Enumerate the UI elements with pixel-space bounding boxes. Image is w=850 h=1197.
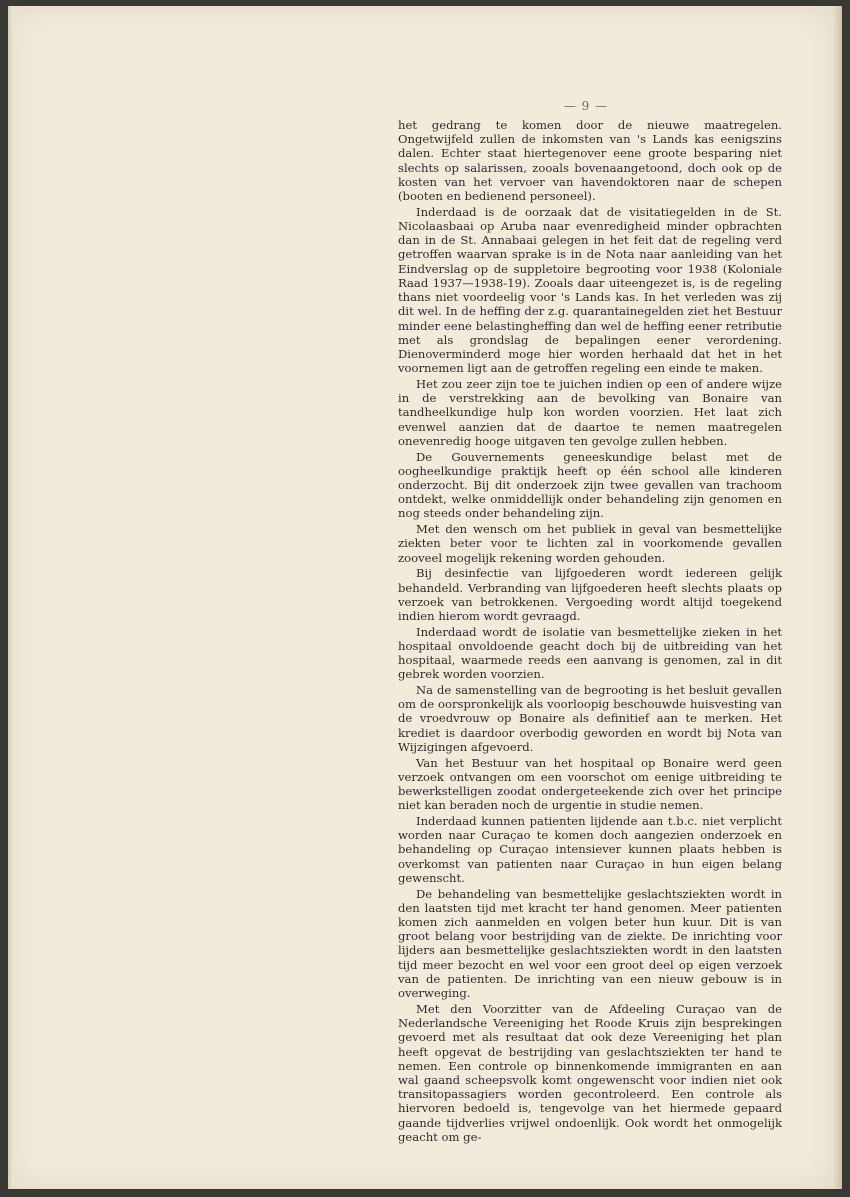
paragraph-12: Met den Voorzitter van de Afdeeling Curaçao van de Nederlandsche Vereeniging het Roode Kruis zijn besprekingen gevoerd met als resultaat dat ook deze Vereeniging het plan heeft opgevat de bestrijding van geslachtsziekten ter hand te nemen. Een controle op binnenkomende immigranten en aan wal gaand scheepsvolk komt ongewenscht voor indien niet ook transitopassagiers worden gecontroleerd. Een controle als hiervoren bedoeld is, tengevolge van het hiermede gepaard gaande tijdverlies vrijwel ondoenlijk. Ook wordt het onmogelijk geacht om ge- [398,1001,782,1144]
page-edge [834,6,842,1189]
paragraph-1: het gedrang te komen door de nieuwe maatregelen. Ongetwijfeld zullen de inkomsten van 's Lands kas eenigszins dalen. Echter staat hiertegenover eene groote besparing niet slechts op salarissen, zooals bovenaangetoond, doch ook op de kosten van het vervoer van havendoktoren naar de schepen (booten en bedienend personeel). [398,118,782,204]
paragraph-3: Het zou zeer zijn toe te juichen indien op een of andere wijze in de verstrekking aan de bevolking van Bonaire van tandheelkundige hulp kon worden voorzien. Het laat zich evenwel aanzien dat de daartoe te nemen maatregelen onevenredig hooge uitgaven ten gevolge zullen hebben. [398,376,782,448]
paragraph-11: De behandeling van besmettelijke geslachtsziekten wordt in den laatsten tijd met kracht ter hand genomen. Meer patienten komen zich aanmelden en volgen beter hun kuur. Dit is van groot belang voor bestrijding van de ziekte. De inrichting voor lijders aan besmettelijke geslachtsziekten wordt in den laatsten tijd meer bezocht en wel voor een groot deel op eigen verzoek van de patienten. De inrichting van een nieuw gebouw is in overweging. [398,886,782,1001]
body-text [398,118,782,1146]
paragraph-5: Met den wensch om het publiek in geval van besmettelijke ziekten beter voor te lichten zal in voorkomende gevallen zooveel mogelijk rekening worden gehouden. [398,522,782,565]
paragraph-10: Inderdaad kunnen patienten lijdende aan t.b.c. niet verplicht worden naar Curaçao te komen doch aangezien onderzoek en behandeling op Curaçao intensiever kunnen plaats hebben is overkomst van patienten naar Curaçao in hun eigen belang gewenscht. [398,814,782,885]
paragraph-8: Na de samenstelling van de begrooting is het besluit gevallen om de oorspronkelijk als voorloopig beschouwde huisvesting van de vroedvrouw op Bonaire als definitief aan te merken. Het krediet is daardoor overbodig geworden en wordt bij Nota van Wijzigingen afgevoerd. [398,683,782,754]
paragraph-4: De Gouvernements geneeskundige belast met de oogheelkundige praktijk heeft op één school alle kinderen onderzocht. Bij dit onderzoek zijn twee gevallen van trachoom ontdekt, welke onmiddellijk onder behandeling zijn genomen en nog steeds onder behandeling zijn. [398,449,782,521]
paragraph-2: Inderdaad is de oorzaak dat de visitatiegelden in de St. Nicolaasbaai op Aruba naar evenredigheid minder opbrachten dan in de St. Annabaai gelegen in het feit dat de regeling verd getroffen waarvan sprake is in de Nota naar aanleiding van het Eindverslag op de suppletoire begrooting voor 1938 (Koloniale Raad 1937—1938-19). Zooals daar uiteengezet is, is de regeling thans niet voordeelig voor 's Lands kas. In het verleden was zij dit wel. In de heffing der z.g. quarantainegelden ziet het Bestuur minder eene belastingheffing dan wel de heffing eener retributie met als grondslag de bepalingen eener verordening. Dienoverminderd moge hier worden herhaald dat het in het voornemen ligt aan de getroffen regeling een einde te maken. [398,204,782,376]
document-page [8,6,834,1189]
paragraph-9: Van het Bestuur van het hospitaal op Bonaire werd geen verzoek ontvangen om een voorschot om eenige uitbreiding te bewerkstelligen zoodat ondergeteekende zich over het principe niet kan beraden noch de urgentie in studie nemen. [398,755,782,813]
paragraph-7: Inderdaad wordt de isolatie van besmettelijke zieken in het hospitaal onvoldoende geacht doch bij de uitbreiding van het hospitaal, waarmede reeds een aanvang is genomen, zal in dit gebrek worden voorzien. [398,624,782,682]
page-number: — 9 — [563,99,609,113]
page-spine-shadow [8,6,14,1189]
paragraph-6: Bij desinfectie van lijfgoederen wordt iedereen gelijk behandeld. Verbranding van lijfgoederen heeft slechts plaats op verzoek van betrokkenen. Vergoeding wordt altijd toegekend indien hierom wordt gevraagd. [398,566,782,623]
